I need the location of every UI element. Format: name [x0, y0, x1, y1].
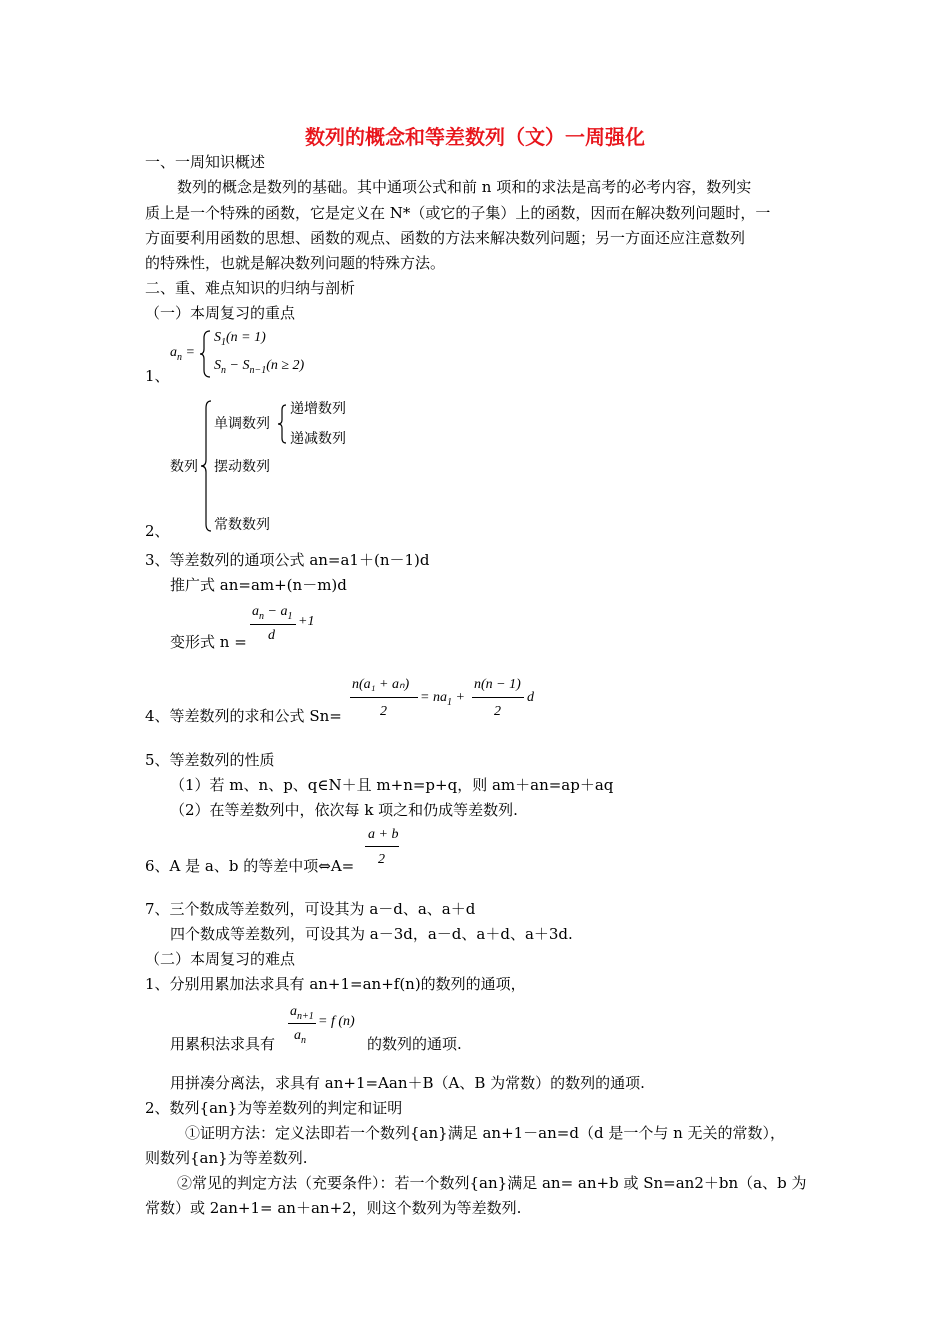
sum-fraction-1-numerator: n(a₁ + aₙ) [352, 677, 410, 692]
tree-branch-monotonic: 单调数列 [214, 416, 270, 432]
product-rhs: = f (n) [318, 1014, 355, 1029]
fraction-bar [350, 697, 418, 698]
difficulty-2-method-2b: 常数）或 2an+1= an＋an+2，则这个数列为等差数列. [145, 1199, 522, 1217]
sum-fraction-1-denominator: 2 [380, 704, 387, 719]
difficulty-2-method-1a: ①证明方法：定义法即若一个数列{an}满足 an+1－an=d（d 是一个与 n 无关的常数）， [185, 1124, 786, 1142]
transform-denominator: d [268, 628, 275, 643]
midterm-denominator: 2 [378, 852, 385, 867]
tree-leaf-decreasing: 递减数列 [290, 431, 346, 447]
sum-fraction-2-denominator: 2 [494, 704, 501, 719]
piecewise-case-1: $S_1(n = 1)$ [214, 330, 266, 348]
difficulty-1-line-2-pre: 用累积法求具有 [170, 1035, 276, 1053]
tree-branch-oscillating: 摆动数列 [214, 459, 270, 475]
item-1-number: 1、 [145, 367, 170, 385]
product-denominator: $a_n$ [294, 1028, 306, 1046]
piecewise-case-2: $S_n - S_{n-1}(n \ge 2)$ [214, 358, 305, 376]
item-5-heading: 5、等差数列的性质 [145, 751, 275, 769]
tree-root: 数列 [170, 459, 198, 475]
difficulty-2-heading: 2、数列{an}为等差数列的判定和证明 [145, 1099, 403, 1117]
item-5-property-2: （2）在等差数列中，依次每 k 项之和仍成等差数列. [170, 801, 518, 819]
item-2-number: 2、 [145, 522, 170, 540]
small-brace-icon [278, 404, 288, 444]
difficulty-1-line-1: 1、分别用累加法求具有 an+1=an+f(n)的数列的通项， [145, 975, 526, 993]
subheading-focus: （一）本周复习的重点 [145, 304, 296, 322]
sum-tail-d: d [527, 690, 534, 705]
section-heading-overview: 一、一周知识概述 [145, 153, 266, 171]
item-5-property-1: （1）若 m、n、p、q∈N＋且 m+n=p+q，则 am＋an=ap＋aq [170, 776, 614, 794]
overview-line-2: 质上是一个特殊的函数，它是定义在 N*（或它的子集）上的函数，因而在解决数列问题时，一 [145, 204, 771, 222]
brace-icon [200, 330, 212, 378]
sum-fraction-2-numerator: n(n − 1) [474, 677, 521, 692]
difficulty-2-method-2a: ②常见的判定方法（充要条件）：若一个数列{an}满足 an= an+b 或 Sn=an2＋bn（a、b 为 [177, 1174, 807, 1192]
overview-line-1: 数列的概念是数列的基础。其中通项公式和前 n 项和的求法是高考的必考内容，数列实 [177, 178, 752, 196]
fraction-bar [250, 624, 296, 625]
difficulty-1-line-3: 用拼凑分离法，求具有 an+1=Aan＋B（A、B 为常数）的数列的通项. [170, 1074, 645, 1092]
item-6-label: 6、A 是 a、b 的等差中项⇔A= [145, 857, 355, 875]
piecewise-lhs: $a_n$ = [170, 345, 195, 363]
midterm-numerator: a + b [368, 827, 399, 842]
page-title: 数列的概念和等差数列（文）一周强化 [305, 125, 645, 149]
big-brace-icon [201, 400, 213, 532]
sum-middle-term: = $na_1$ + [420, 690, 465, 708]
product-numerator: $a_{n+1}$ [290, 1004, 314, 1022]
equivalence-icon: ⇔ [318, 857, 331, 875]
difficulty-1-line-2-post: 的数列的通项. [367, 1035, 462, 1053]
item-7-line-2: 四个数成等差数列，可设其为 a－3d，a－d、a＋d、a＋3d. [170, 925, 573, 943]
difficulty-2-method-1b: 则数列{an}为等差数列. [145, 1149, 308, 1167]
item-3-line-2: 推广式 an=am+(n－m)d [170, 576, 347, 594]
fraction-bar [288, 1023, 316, 1024]
tree-leaf-increasing: 递增数列 [290, 401, 346, 417]
item-4-label: 4、等差数列的求和公式 Sn= [145, 707, 342, 725]
fraction-bar [472, 697, 524, 698]
subheading-difficulties: （二）本周复习的难点 [145, 950, 296, 968]
item-3-line-1: 3、等差数列的通项公式 an=a1＋(n－1)d [145, 551, 430, 569]
overview-line-4: 的特殊性，也就是解决数列问题的特殊方法。 [145, 254, 446, 272]
tree-branch-constant: 常数数列 [214, 517, 270, 533]
transform-plus-one: +1 [298, 614, 315, 629]
item-3-line-3-label: 变形式 n = [170, 633, 247, 651]
transform-numerator: $a_n - a_1$ [252, 604, 293, 622]
item-7-line-1: 7、三个数成等差数列，可设其为 a－d、a、a＋d [145, 900, 476, 918]
section-heading-key-points: 二、重、难点知识的归纳与剖析 [145, 279, 356, 297]
fraction-bar [365, 846, 399, 847]
overview-line-3: 方面要利用函数的思想、函数的观点、函数的方法来解决数列问题；另一方面还应注意数列 [145, 229, 746, 247]
